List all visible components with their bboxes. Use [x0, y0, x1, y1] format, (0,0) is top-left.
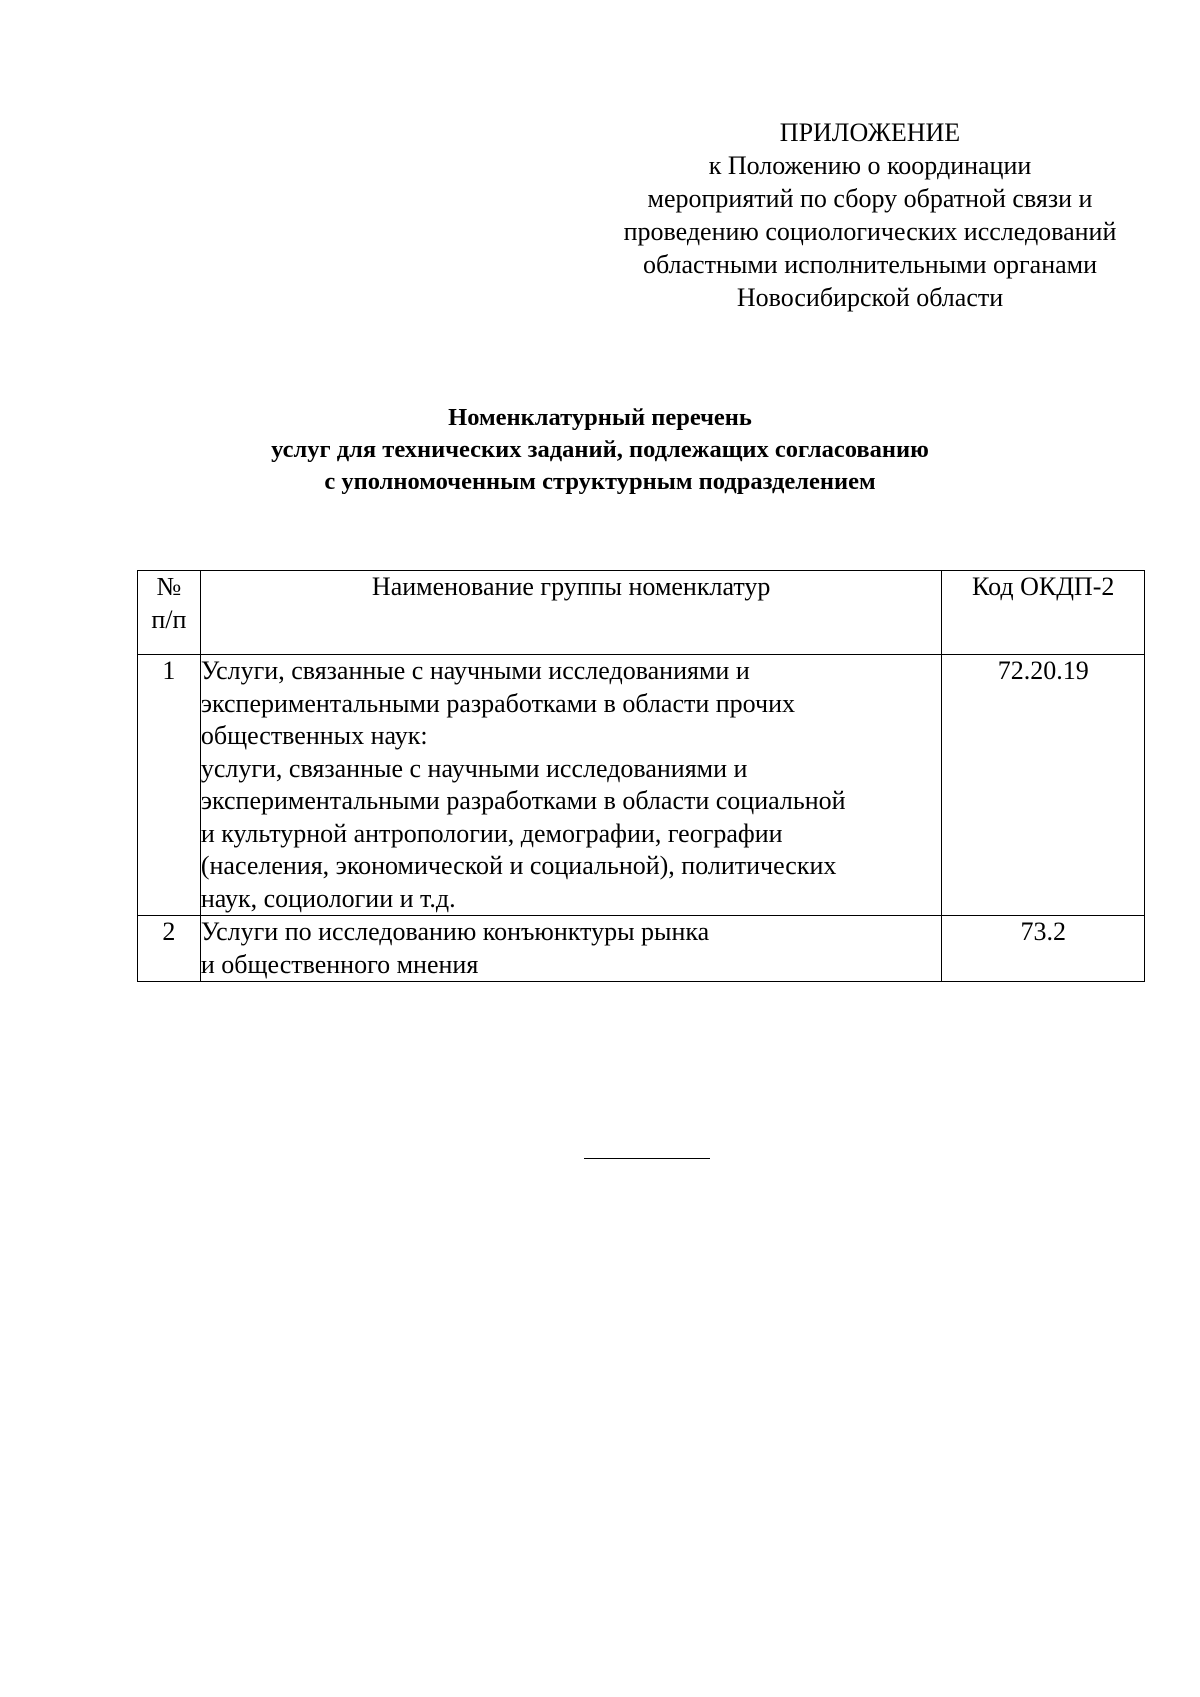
row-code: 72.20.19 [942, 655, 1145, 916]
row-name-line: общественных наук: [200, 721, 428, 750]
row-name [200, 916, 942, 982]
row-name-line: и общественного мнения [200, 949, 479, 979]
row-code: 73.2 [942, 916, 1145, 982]
title-line: с уполномоченным структурным подразделением [324, 468, 876, 495]
header-name: Наименование группы номенклатур [200, 571, 942, 655]
appendix-line: Новосибирской области [736, 283, 1004, 312]
appendix-line: к Положению о координации [708, 151, 1032, 180]
appendix-line: областными исполнительными органами [642, 250, 1098, 279]
appendix-line: проведению социологических исследований [623, 217, 1117, 246]
row-number: 1 [138, 655, 201, 916]
title-line: Номенклатурный перечень [448, 404, 752, 431]
nomenclature-table [137, 570, 1145, 982]
title-line: услуг для технических заданий, подлежащих согласованию [271, 436, 929, 463]
end-divider [584, 1158, 710, 1159]
appendix-heading: ПРИЛОЖЕНИЕ [779, 118, 961, 147]
row-number: 2 [138, 916, 201, 982]
row-name-line: экспериментальными разработками в области прочих [200, 688, 795, 718]
row-name-line: наук, социологии и т.д. [200, 883, 456, 913]
header-number-abbr: п/п [151, 604, 187, 634]
appendix-block [560, 116, 1180, 314]
row-name-line: и культурной антропологии, демографии, географии [200, 818, 783, 848]
row-name [200, 655, 942, 916]
table-header-row [138, 571, 1145, 655]
appendix-line: мероприятий по сбору обратной связи и [647, 184, 1093, 213]
header-number-sign: № [156, 572, 182, 601]
table-row [138, 916, 1145, 982]
header-number [138, 571, 201, 655]
table-row [138, 655, 1145, 916]
document-title [0, 402, 1200, 498]
row-name-line: Услуги по исследованию конъюнктуры рынка [200, 917, 710, 946]
row-name-line: услуги, связанные с научными исследованиями и [200, 753, 748, 783]
header-code: Код ОКДП-2 [942, 571, 1145, 655]
row-name-line: экспериментальными разработками в области социальной [200, 786, 846, 815]
row-name-line: Услуги, связанные с научными исследованиями и [200, 656, 750, 685]
row-name-line: (населения, экономической и социальной), политических [200, 851, 837, 880]
